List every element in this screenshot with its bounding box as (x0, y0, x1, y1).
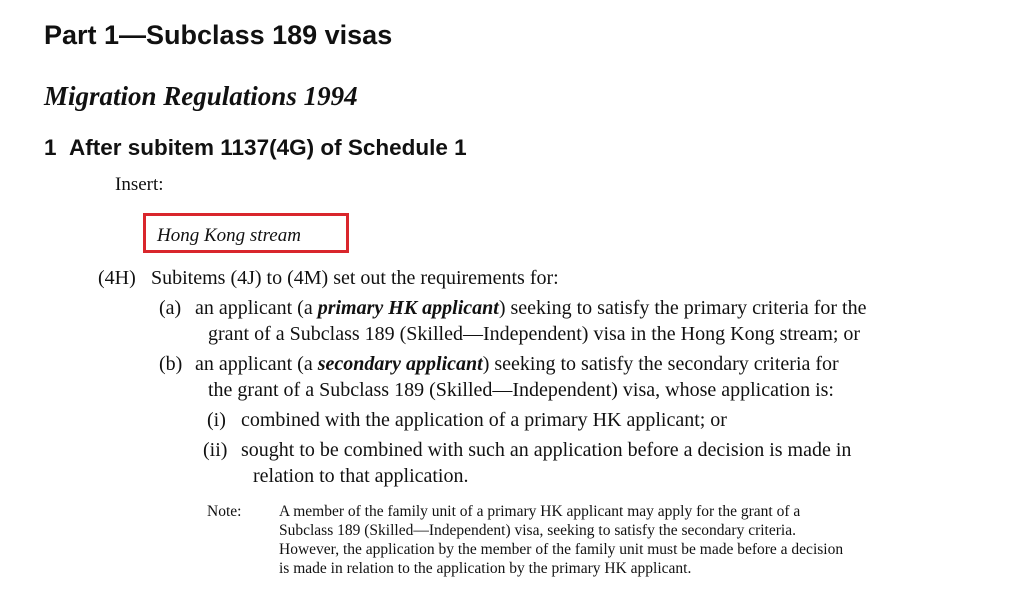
act-title: Migration Regulations 1994 (44, 81, 358, 111)
paragraph-b-line1 (195, 353, 839, 376)
paragraph-b-post: ) seeking to satisfy the secondary criteria for (482, 353, 839, 375)
subitem-label: (4H) (98, 267, 136, 289)
subparagraph-ii-label: (ii) (203, 439, 228, 461)
paragraph-a-line1 (195, 297, 867, 320)
item-heading-text: After subitem 1137(4G) of Schedule 1 (69, 135, 467, 160)
subparagraph-ii-line1: sought to be combined with such an application before a decision is made in (241, 439, 852, 461)
part-heading: Part 1—Subclass 189 visas (44, 20, 393, 50)
note-line: is made in relation to the application by the primary HK applicant. (279, 560, 692, 577)
paragraph-a-label: (a) (159, 297, 182, 319)
paragraph-a-line2: grant of a Subclass 189 (Skilled—Independent) visa in the Hong Kong stream; or (208, 323, 861, 345)
subparagraph-i-label: (i) (207, 409, 226, 431)
item-number: 1 (44, 135, 57, 160)
note-line: Subclass 189 (Skilled—Independent) visa, seeking to satisfy the secondary criteria. (279, 522, 796, 539)
subparagraph-ii-line2: relation to that application. (253, 465, 469, 487)
defined-term-secondary-applicant: secondary applicant (317, 353, 483, 375)
paragraph-b-line2: the grant of a Subclass 189 (Skilled—Independent) visa, whose application is: (208, 379, 834, 401)
highlighted-stream-heading (143, 213, 349, 253)
note-line: A member of the family unit of a primary HK applicant may apply for the grant of a (279, 503, 801, 520)
paragraph-a-pre: an applicant (a (195, 297, 318, 319)
stream-heading: Hong Kong stream (157, 225, 301, 246)
subitem-intro: Subitems (4J) to (4M) set out the requirements for: (151, 267, 559, 289)
item-heading (44, 135, 467, 161)
note-line: However, the application by the member of the family unit must be made before a decision (279, 541, 844, 558)
paragraph-b-pre: an applicant (a (195, 353, 318, 375)
paragraph-a-post: ) seeking to satisfy the primary criteria for the (498, 297, 867, 319)
note-label: Note: (207, 503, 242, 520)
insert-instruction: Insert: (115, 174, 164, 195)
defined-term-primary-hk-applicant: primary HK applicant (317, 297, 499, 319)
paragraph-b-label: (b) (159, 353, 183, 375)
subparagraph-i-text: combined with the application of a primary HK applicant; or (241, 409, 727, 431)
